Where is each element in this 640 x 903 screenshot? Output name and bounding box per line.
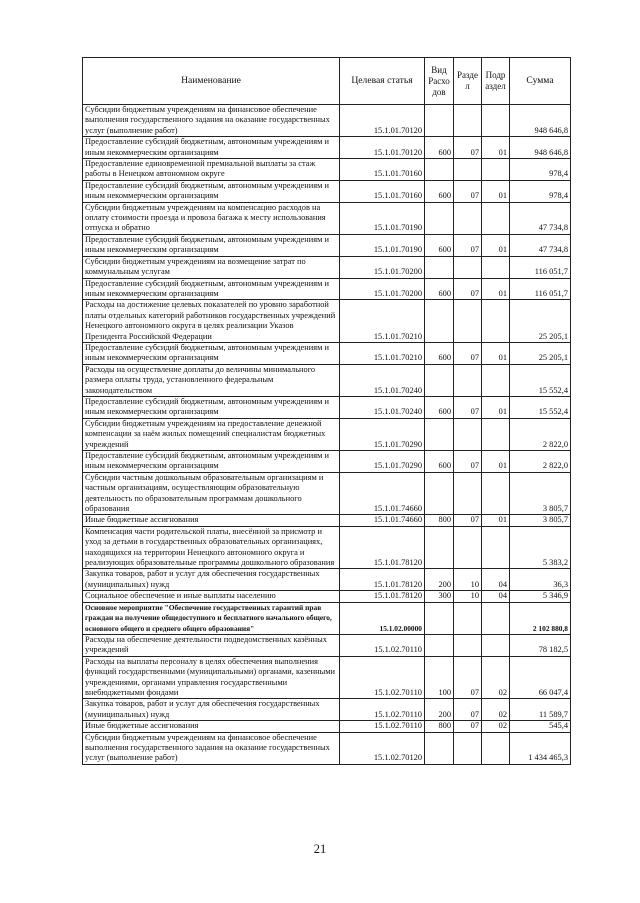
cell-expense-type: 100 [425, 656, 454, 699]
table-row [83, 472, 571, 515]
cell-expense-type: 600 [425, 234, 454, 256]
cell-name: Закупка товаров, работ и услуг для обеспечения государственных (муниципальных) нужд [83, 699, 340, 721]
cell-amount: 25 205,1 [510, 300, 571, 343]
cell-amount: 116 051,7 [510, 278, 571, 300]
cell-name: Компенсация части родительской платы, внесённой за присмотр и уход за детьми в государственных образовательных организациях, находящихся на территории Ненецкого автономного округа и реализующих образовательные программы дошкольного образования [83, 526, 340, 569]
cell-section: 07 [454, 515, 482, 526]
cell-amount: 15 552,4 [510, 364, 571, 396]
cell-amount: 47 734,8 [510, 234, 571, 256]
cell-expense-type: 600 [425, 451, 454, 473]
table-row [83, 105, 571, 137]
cell-expense-type [425, 526, 454, 569]
cell-amount: 11 589,7 [510, 699, 571, 721]
cell-expense-type: 600 [425, 278, 454, 300]
cell-section: 07 [454, 342, 482, 364]
table-row [83, 721, 571, 732]
table-row [83, 699, 571, 721]
cell-subsection [482, 105, 510, 137]
cell-name: Расходы на достижение целевых показателей по уровню заработной платы отдельных категорий работников государственных учреждений Ненецкого автономного округа в целях реализации Указов Президента Российской Федерации [83, 300, 340, 343]
cell-name: Предоставление субсидий бюджетным, автономным учреждениям и иным некоммерческим организациям [83, 180, 340, 202]
cell-expense-type [425, 472, 454, 515]
cell-amount: 78 182,5 [510, 634, 571, 656]
cell-name: Предоставление субсидий бюджетным, автономным учреждениям и иным некоммерческим организациям [83, 342, 340, 364]
cell-expense-type [425, 300, 454, 343]
cell-target-article: 15.1.01.70290 [340, 418, 425, 450]
cell-subsection: 01 [482, 234, 510, 256]
cell-section: 10 [454, 591, 482, 602]
cell-target-article: 15.1.01.70200 [340, 256, 425, 278]
cell-expense-type [425, 202, 454, 234]
cell-target-article: 15.1.02.70120 [340, 732, 425, 764]
cell-subsection: 04 [482, 569, 510, 591]
cell-subsection: 02 [482, 656, 510, 699]
cell-subsection: 01 [482, 396, 510, 418]
cell-expense-type: 600 [425, 342, 454, 364]
table-row [83, 569, 571, 591]
cell-amount: 545,4 [510, 721, 571, 732]
cell-amount: 5 383,2 [510, 526, 571, 569]
cell-name: Иные бюджетные ассигнования [83, 721, 340, 732]
cell-target-article: 15.1.02.70110 [340, 699, 425, 721]
cell-amount: 116 051,7 [510, 256, 571, 278]
cell-amount: 2 822,0 [510, 418, 571, 450]
cell-section [454, 472, 482, 515]
cell-name: Основное мероприятие "Обеспечение государственных гарантий прав граждан на получение общедоступного и бесплатного начального общего, основного общего и среднего общего образования" [83, 602, 340, 634]
cell-target-article: 15.1.01.78120 [340, 569, 425, 591]
cell-subsection [482, 300, 510, 343]
header-amount: Сумма [510, 58, 571, 105]
cell-amount: 2 102 880,8 [510, 602, 571, 634]
cell-name: Расходы на выплаты персоналу в целях обеспечения выполнения функций государственными (муниципальными) органами, казенными учреждениями, органами управления государственными внебюджетными фондами [83, 656, 340, 699]
cell-name: Субсидии бюджетным учреждениям на возмещение затрат по коммунальным услугам [83, 256, 340, 278]
cell-subsection [482, 634, 510, 656]
table-row [83, 634, 571, 656]
table-row [83, 180, 571, 202]
cell-target-article: 15.1.01.70210 [340, 342, 425, 364]
cell-expense-type [425, 418, 454, 450]
table-row [83, 256, 571, 278]
cell-expense-type: 800 [425, 721, 454, 732]
header-subsection: Подр аздел [482, 58, 510, 105]
cell-amount: 978,4 [510, 180, 571, 202]
cell-target-article: 15.1.01.74660 [340, 515, 425, 526]
table-row [83, 202, 571, 234]
cell-expense-type: 600 [425, 137, 454, 159]
cell-section [454, 602, 482, 634]
table-row [83, 342, 571, 364]
cell-expense-type [425, 256, 454, 278]
cell-target-article: 15.1.02.70110 [340, 721, 425, 732]
cell-section [454, 634, 482, 656]
cell-section: 07 [454, 278, 482, 300]
cell-target-article: 15.1.01.70120 [340, 105, 425, 137]
cell-name: Субсидии бюджетным учреждениям на компенсацию расходов на оплату стоимости проезда и провоза багажа к месту использования отпуска и обратно [83, 202, 340, 234]
cell-target-article: 15.1.01.70160 [340, 159, 425, 181]
cell-target-article: 15.1.01.70240 [340, 364, 425, 396]
cell-section [454, 732, 482, 764]
cell-name: Предоставление субсидий бюджетным, автономным учреждениям и иным некоммерческим организациям [83, 234, 340, 256]
cell-subsection: 01 [482, 278, 510, 300]
cell-expense-type [425, 634, 454, 656]
cell-subsection [482, 732, 510, 764]
cell-subsection: 01 [482, 515, 510, 526]
table-row [83, 451, 571, 473]
header-target-article: Целевая статья [340, 58, 425, 105]
cell-amount: 1 434 465,3 [510, 732, 571, 764]
cell-subsection: 01 [482, 342, 510, 364]
cell-expense-type: 600 [425, 180, 454, 202]
cell-target-article: 15.1.01.70190 [340, 234, 425, 256]
cell-section [454, 202, 482, 234]
cell-target-article: 15.1.01.78120 [340, 591, 425, 602]
cell-section: 07 [454, 451, 482, 473]
cell-amount: 15 552,4 [510, 396, 571, 418]
cell-subsection [482, 418, 510, 450]
table-row [83, 234, 571, 256]
cell-subsection [482, 526, 510, 569]
cell-subsection: 01 [482, 451, 510, 473]
cell-subsection [482, 364, 510, 396]
cell-section [454, 418, 482, 450]
cell-subsection: 02 [482, 699, 510, 721]
cell-target-article: 15.1.01.70210 [340, 300, 425, 343]
cell-subsection: 02 [482, 721, 510, 732]
cell-expense-type: 800 [425, 515, 454, 526]
cell-amount: 948 646,8 [510, 105, 571, 137]
budget-table [82, 57, 571, 765]
cell-section [454, 105, 482, 137]
table-row [83, 656, 571, 699]
cell-name: Расходы на обеспечение деятельности подведомственных казённых учреждений [83, 634, 340, 656]
cell-subsection [482, 202, 510, 234]
table-row [83, 526, 571, 569]
cell-section [454, 256, 482, 278]
cell-subsection [482, 602, 510, 634]
table-row [83, 278, 571, 300]
cell-name: Закупка товаров, работ и услуг для обеспечения государственных (муниципальных) нужд [83, 569, 340, 591]
cell-target-article: 15.1.01.74660 [340, 472, 425, 515]
cell-expense-type [425, 602, 454, 634]
cell-name: Иные бюджетные ассигнования [83, 515, 340, 526]
cell-section: 07 [454, 721, 482, 732]
cell-amount: 3 805,7 [510, 515, 571, 526]
cell-section [454, 159, 482, 181]
header-row [83, 58, 571, 105]
cell-expense-type: 300 [425, 591, 454, 602]
cell-amount: 66 047,4 [510, 656, 571, 699]
cell-amount: 5 346,9 [510, 591, 571, 602]
cell-section: 07 [454, 656, 482, 699]
table-row [83, 159, 571, 181]
cell-target-article: 15.1.02.70110 [340, 634, 425, 656]
cell-amount: 25 205,1 [510, 342, 571, 364]
cell-target-article: 15.1.02.00000 [340, 602, 425, 634]
cell-subsection: 01 [482, 180, 510, 202]
cell-target-article: 15.1.01.70120 [340, 137, 425, 159]
cell-section: 07 [454, 699, 482, 721]
cell-section: 07 [454, 234, 482, 256]
cell-section [454, 364, 482, 396]
cell-amount: 948 646,8 [510, 137, 571, 159]
cell-subsection [482, 159, 510, 181]
cell-section: 07 [454, 396, 482, 418]
cell-amount: 2 822,0 [510, 451, 571, 473]
cell-target-article: 15.1.02.70110 [340, 656, 425, 699]
cell-target-article: 15.1.01.70240 [340, 396, 425, 418]
cell-amount: 978,4 [510, 159, 571, 181]
cell-expense-type [425, 159, 454, 181]
cell-expense-type [425, 364, 454, 396]
cell-expense-type [425, 732, 454, 764]
cell-name: Предоставление субсидий бюджетным, автономным учреждениям и иным некоммерческим организациям [83, 451, 340, 473]
cell-expense-type [425, 105, 454, 137]
cell-subsection: 04 [482, 591, 510, 602]
table-row [83, 137, 571, 159]
cell-subsection [482, 256, 510, 278]
cell-target-article: 15.1.01.70160 [340, 180, 425, 202]
cell-amount: 36,3 [510, 569, 571, 591]
cell-section: 10 [454, 569, 482, 591]
cell-section: 07 [454, 180, 482, 202]
table-row [83, 396, 571, 418]
cell-section: 07 [454, 137, 482, 159]
cell-target-article: 15.1.01.70190 [340, 202, 425, 234]
cell-name: Предоставление субсидий бюджетным, автономным учреждениям и иным некоммерческим организациям [83, 137, 340, 159]
cell-subsection [482, 472, 510, 515]
table-row [83, 591, 571, 602]
cell-target-article: 15.1.01.78120 [340, 526, 425, 569]
cell-name: Социальное обеспечение и иные выплаты населению [83, 591, 340, 602]
cell-expense-type: 200 [425, 569, 454, 591]
cell-target-article: 15.1.01.70290 [340, 451, 425, 473]
table-row [83, 515, 571, 526]
cell-name: Расходы на осуществление доплаты до величины минимального размера оплаты труда, установленного федеральным законодательством [83, 364, 340, 396]
cell-name: Субсидии бюджетным учреждениям на предоставление денежной компенсации за наём жилых помещений специалистам бюджетных учреждений [83, 418, 340, 450]
table-row [83, 602, 571, 634]
cell-section [454, 526, 482, 569]
cell-name: Предоставление единовременной премиальной выплаты за стаж работы в Ненецком автономном округе [83, 159, 340, 181]
cell-name: Предоставление субсидий бюджетным, автономным учреждениям и иным некоммерческим организациям [83, 278, 340, 300]
cell-name: Субсидии частным дошкольным образовательным организациям и частным организациям, осуществляющим образовательную деятельность по образовательным программам дошкольного образования [83, 472, 340, 515]
header-expense-type: Вид Расхо дов [425, 58, 454, 105]
table-body [83, 105, 571, 765]
table-row [83, 732, 571, 764]
header-name: Наименование [83, 58, 340, 105]
header-section: Разде л [454, 58, 482, 105]
cell-name: Субсидии бюджетным учреждениям на финансовое обеспечение выполнения государственного задания на оказание государственных услуг (выполнение работ) [83, 732, 340, 764]
cell-section [454, 300, 482, 343]
cell-expense-type: 600 [425, 396, 454, 418]
cell-amount: 47 734,8 [510, 202, 571, 234]
cell-subsection: 01 [482, 137, 510, 159]
table-row [83, 300, 571, 343]
cell-name: Предоставление субсидий бюджетным, автономным учреждениям и иным некоммерческим организациям [83, 396, 340, 418]
table-row [83, 364, 571, 396]
cell-expense-type: 200 [425, 699, 454, 721]
page-number: 21 [313, 842, 327, 856]
cell-name: Субсидии бюджетным учреждениям на финансовое обеспечение выполнения государственного задания на оказание государственных услуг (выполнение работ) [83, 105, 340, 137]
cell-amount: 3 805,7 [510, 472, 571, 515]
cell-target-article: 15.1.01.70200 [340, 278, 425, 300]
table-row [83, 418, 571, 450]
